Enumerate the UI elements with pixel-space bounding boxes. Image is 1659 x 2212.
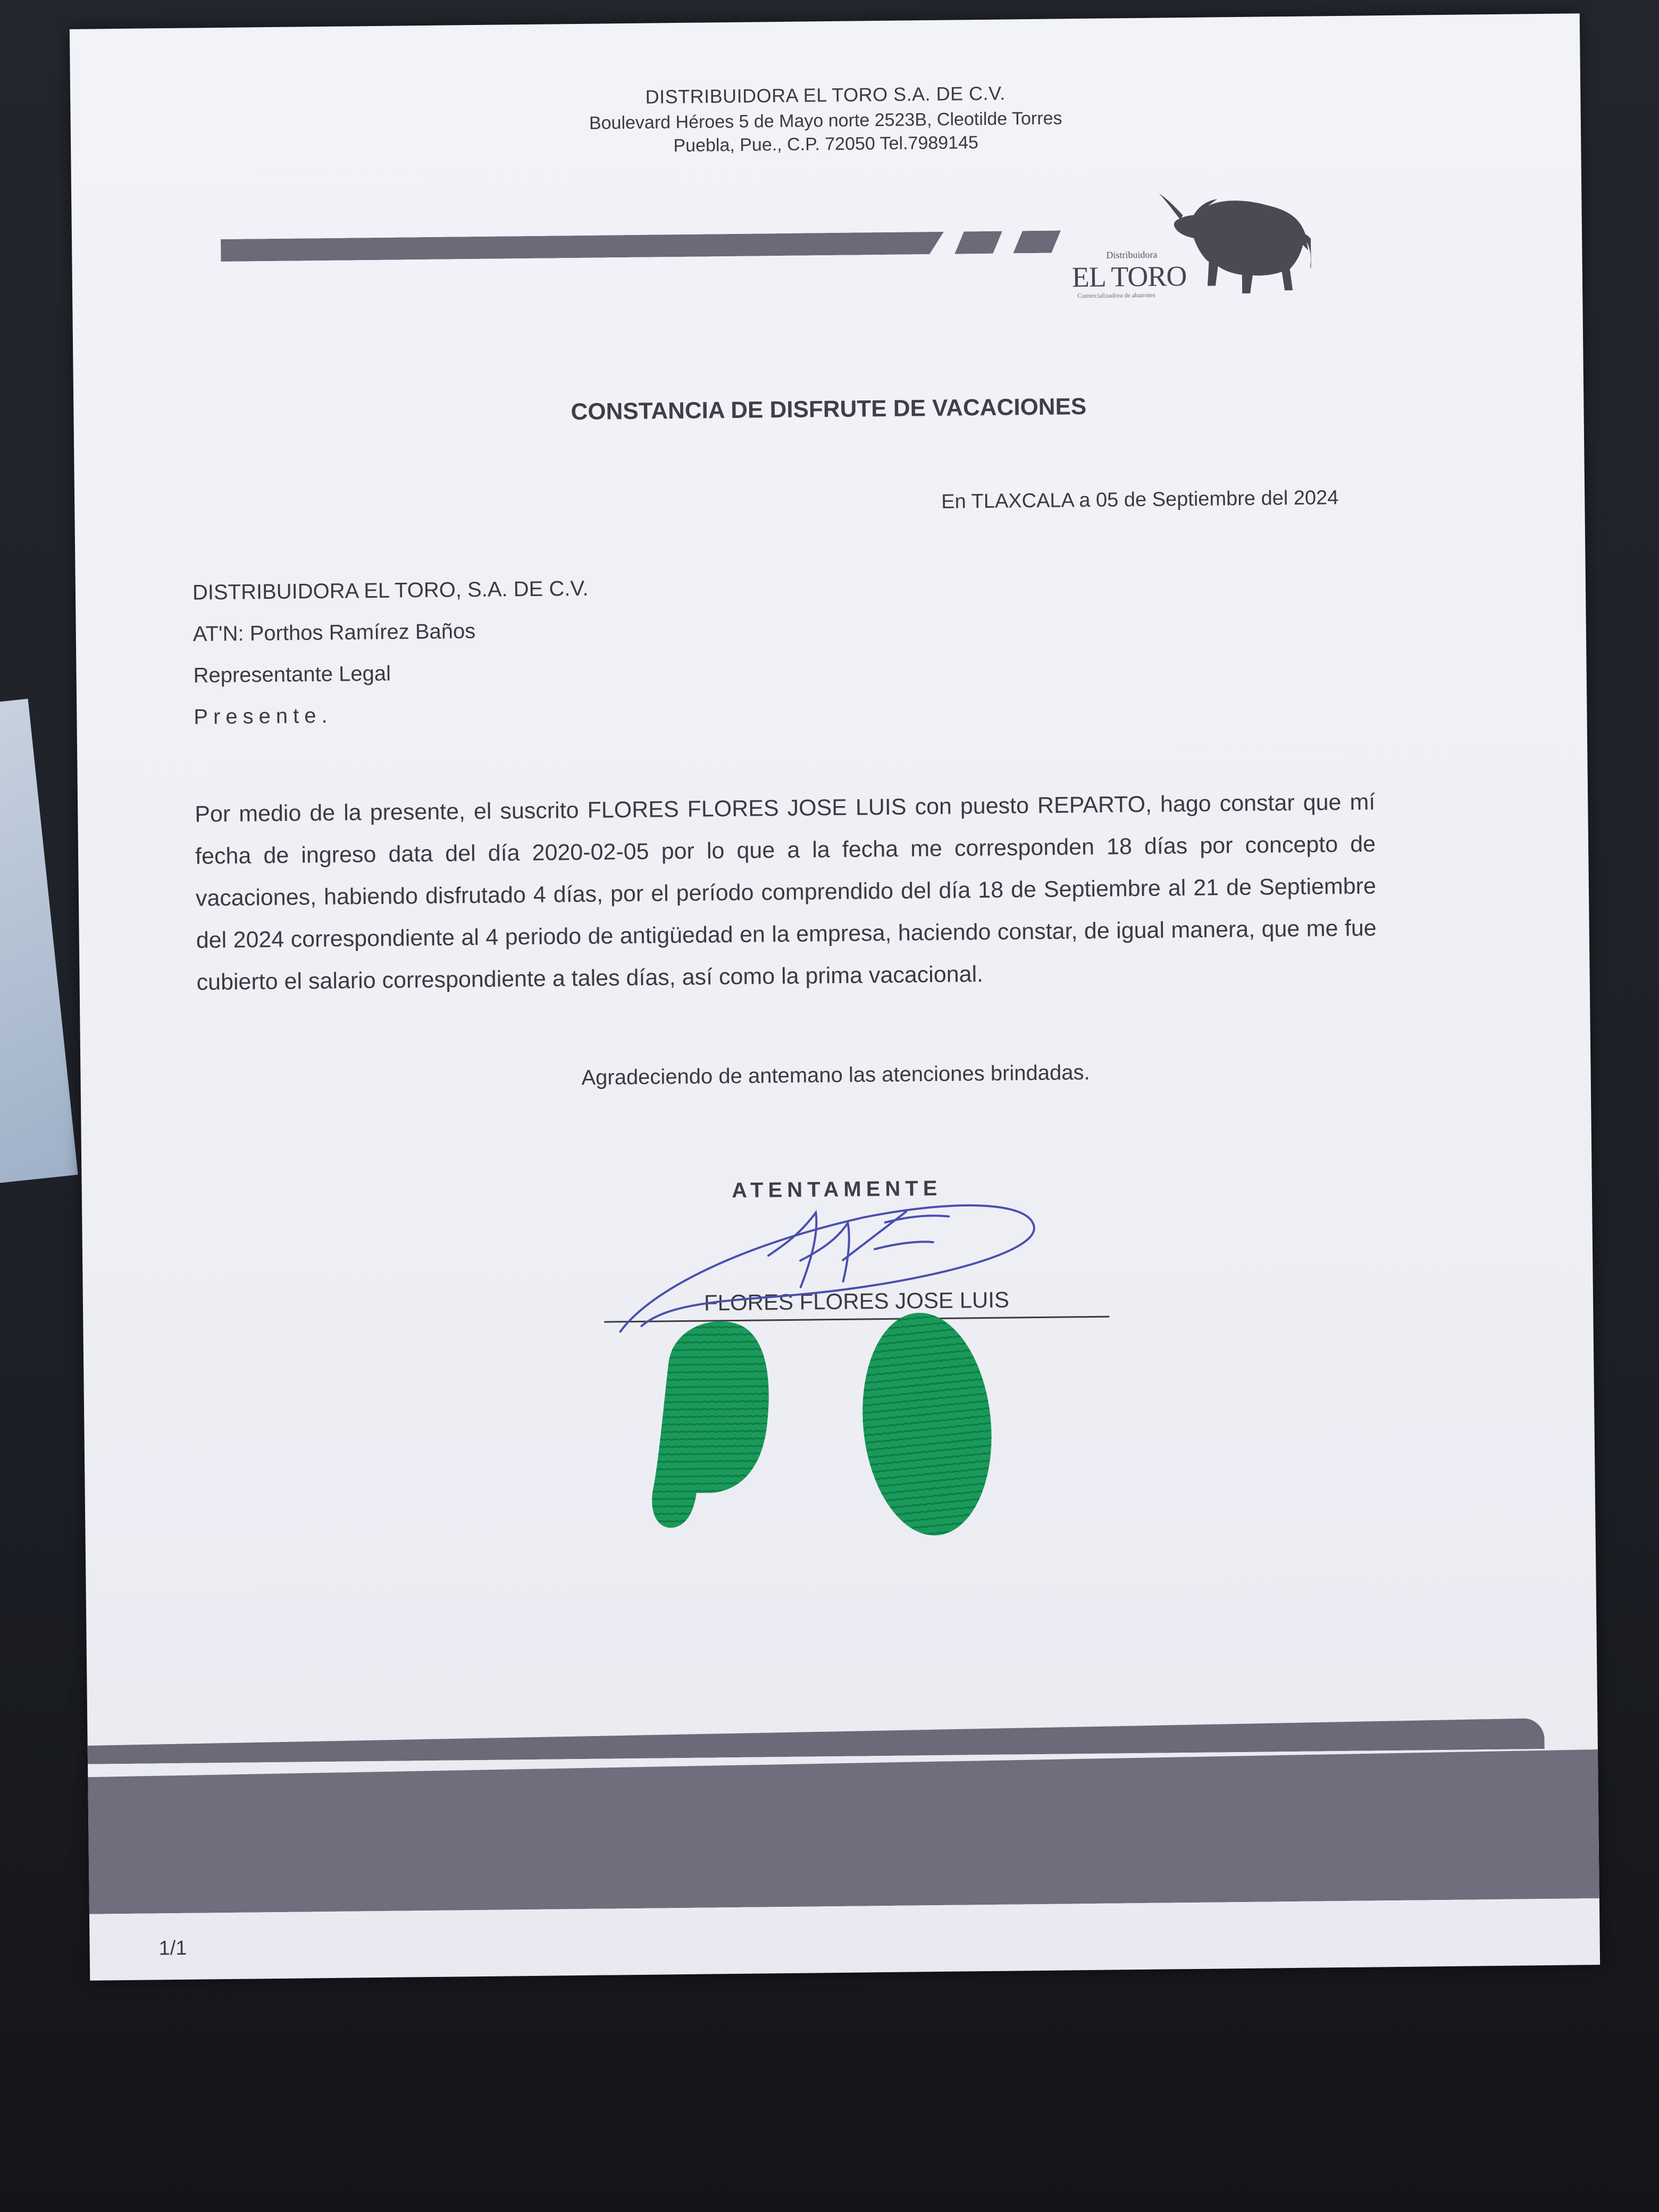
page-number: 1/1 [158, 1937, 187, 1960]
addressee-attn: AT'N: Porthos Ramírez Baños [192, 619, 476, 646]
header-city: Puebla, Pue., C.P. 72050 Tel.7989145 [673, 132, 979, 156]
header-bar-segment [1013, 230, 1061, 253]
addressee-presente: Presente. [194, 703, 333, 729]
addressee-company: DISTRIBUIDORA EL TORO, S.A. DE C.V. [192, 576, 589, 605]
document-title: CONSTANCIA DE DISFRUTE DE VACACIONES [571, 393, 1087, 425]
logo-name-text: EL TORO [1071, 260, 1187, 294]
header-address: Boulevard Héroes 5 de Mayo norte 2523B, Cleotilde Torres [589, 108, 1062, 133]
date-line: En TLAXCALA a 05 de Septiembre del 2024 [941, 487, 1339, 513]
logo-tagline-text: Comercializadora de abarrotes [1077, 291, 1155, 300]
document-sheet [70, 13, 1600, 1981]
logo-prefix-text: Distribuidora [1106, 249, 1158, 261]
footer-decorative-block [88, 1749, 1599, 1914]
header-company: DISTRIBUIDORA EL TORO S.A. DE C.V. [645, 82, 1006, 108]
body-paragraph: Por medio de la presente, el suscrito FLORES FLORES JOSE LUIS con puesto REPARTO, hago constar que mí fecha de ingreso data del día 2020-02-05 por lo que a la fecha me corresponden 18 días por concepto de vacaciones, habiendo disfrutado 4 días, por el período comprendido del día 18 de Septiembre al 21 de Septiembre del 2024 correspondiente al 4 periodo de antigüedad en la empresa, haciendo constar, de igual manera, que me fue cubierto el salario correspondiente a tales días, así como la prima vacacional. [195, 789, 1377, 995]
closing-atentamente: ATENTAMENTE [731, 1176, 942, 1203]
addressee-role: Representante Legal [193, 661, 391, 688]
header-decorative-bar [221, 232, 944, 262]
thanks-line: Agradeciendo de antemano las atenciones brindadas. [581, 1060, 1090, 1090]
fingerprints-image [625, 1306, 1032, 1565]
header-bar-segment [954, 231, 1002, 254]
signer-name: FLORES FLORES JOSE LUIS [703, 1287, 1010, 1316]
